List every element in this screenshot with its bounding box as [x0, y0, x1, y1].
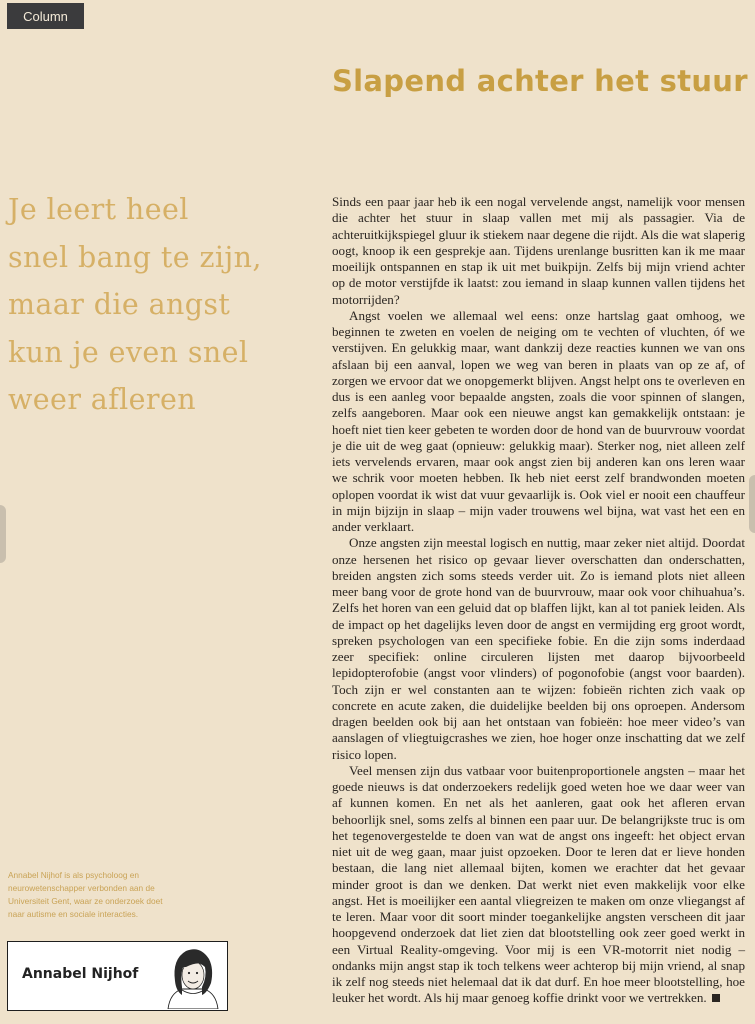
end-mark-icon — [712, 994, 720, 1002]
pull-quote-line: kun je even snel — [8, 335, 249, 369]
page-edge-tab-left — [0, 505, 6, 563]
author-bio: Annabel Nijhof is als psycholoog en neurowetenschapper verbonden aan de Universiteit Gent, waar ze onderzoek doet naar autisme en sociale interacties. — [8, 870, 163, 919]
pull-quote-line: snel bang te zijn, — [8, 240, 262, 274]
article-body — [332, 194, 745, 1007]
body-paragraph-text: Veel mensen zijn dus vatbaar voor buitenproportionele angsten – maar het goede nieuws is dat onderzoekers redelijk goed weten hoe we daar weer van af kunnen komen. En net als het aanleren, gaat ook het afleren ervan behoorlijk snel, soms zelfs al binnen een paar uur. De belangrijkste truc is om het tegenovergestelde te doen van wat de angst ons ingeeft: het object ervan niet uit de weg gaan, maar juist opzoeken. Door te leren dat er lieve honden bestaan, die lang niet allemaal bijten, komen we erachter dat het gevaar minder groot is dan we denken. Dat werkt niet even makkelijk voor elke angst. Het is moeilijker een aantal vliegreizen te maken om onze vliegangst af te leren. Maar voor dit soort minder toegankelijke angsten verscheen dit jaar hoopgevend onderzoek dat liet zien dat blootstelling ook zeer goed werkt in een Virtual Reality-omgeving. Voor mij is een VR-motorrit niet nodig – ondanks mijn angst stap ik toch telkens weer achterop bij mijn vriend, al snap ik zelf nog steeds niet helemaal dat ik dat durf. En hoe meer blootstelling, hoe leuker het wordt. Als hij maar genoeg koffie drinkt voor we vertrekken. — [332, 762, 745, 1006]
body-paragraph-last — [332, 763, 745, 1007]
pull-quote — [8, 186, 308, 424]
author-name: Annabel Nijhof — [22, 966, 139, 982]
body-paragraph: Onze angsten zijn meestal logisch en nuttig, maar zeker niet altijd. Doordat onze hersenen het risico op gevaar liever overschatten dan onderschatten, breiden angsten zich soms steeds verder uit. Zo is iemand plots niet alleen meer bang voor de grote hond van de buurvrouw, maar ook voor chihuahua’s. Zelfs het horen van een geluid dat op blaffen lijkt, kan al tot paniek leiden. Als de impact op het dagelijks leven door de angst en vermijding erg groot wordt, spreken psychologen van een specifieke fobie. En die zijn soms inderdaad zeer specifiek: online circuleren lijsten met daarop bijvoorbeeld lepidopterofobie (angst voor vlinders) of pogonofobie (angst voor baarden). Toch zijn er wel constanten aan te wijzen: fobieën richten zich vaak op concrete en acute zaken, die duidelijke beelden bij ons oproepen. Andersom dragen beelden ook bij aan het ontstaan van fobieën: hoe meer video’s van aanslagen of vliegtuigcrashes we zien, hoe hoger onze inschatting dat we zelf risico lopen. — [332, 535, 745, 762]
pull-quote-line: maar die angst — [8, 288, 231, 321]
pull-quote-line: Je leert heel — [8, 193, 189, 226]
avatar — [160, 943, 226, 1009]
author-box — [7, 941, 228, 1011]
body-paragraph: Sinds een paar jaar heb ik een nogal vervelende angst, namelijk voor mensen die achter het stuur in slaap vallen met mij als passagier. Via de achteruitkijkspiegel gluur ik stiekem naar degene die rijdt. Als die wat slaperig oogt, knoop ik een gesprekje aan. Tijdens urenlange busritten kan ik me maar moeilijk ontspannen en stap ik uit met buikpijn. Zelfs bij mijn vriend achter op de motor verstijfde ik laatst: zou iemand in slaap kunnen vallen tijdens het motorrijden? — [332, 194, 745, 307]
article-title: Slapend achter het stuur — [332, 64, 748, 98]
page-edge-tab-right — [749, 475, 755, 533]
section-tag: Column — [7, 3, 84, 29]
body-paragraph: Angst voelen we allemaal wel eens: onze hartslag gaat omhoog, we beginnen te zweten en voelen de neiging om te vechten of vluchten, óf we verstijven. En gelukkig maar, want dankzij deze reacties kunnen we van ons afslaan bij een aanval, lopen we weg van beren in plaats van op ze af, of zorgen we ervoor dat we onopgemerkt blijven. Angst helpt ons te overleven en dus is een aanleg voor bepaalde angsten, zoals die voor spinnen of slangen, zelfs aangeboren. Maar ook een nieuwe angst kan gemakkelijk ontstaan: je hoeft niet tien keer gebeten te worden door de hond van de buurvrouw voordat je die uit de weg gaat (opnieuw: gelukkig maar). Sterker nog, niet alleen zelf iets vervelends ervaren, maar ook angst zien bij anderen kan ons leren waar we schrik voor moeten hebben. Ik heb niet eerst zelf brandwonden moeten oplopen voordat ik wist dat vuur gevaarlijk is. Ook viel er nooit een chauffeur in mijn bijzijn in slaap – mijn vader trouwens wel bijna, wat vast het een en ander verklaart. — [332, 307, 745, 534]
pull-quote-line: weer afleren — [8, 383, 196, 416]
